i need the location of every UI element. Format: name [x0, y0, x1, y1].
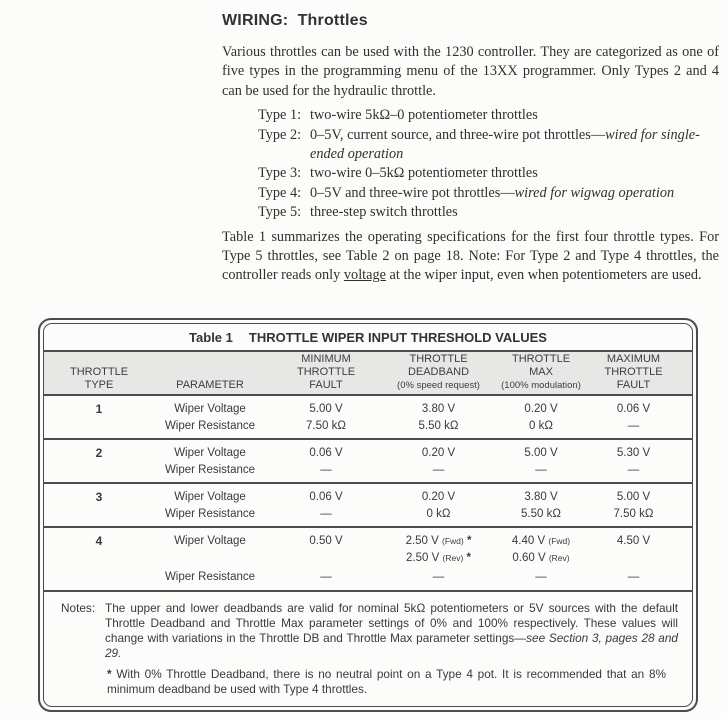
value: 5.00 V [616, 491, 651, 503]
value: 4.50 V [616, 535, 651, 547]
header-line: FAULT [309, 379, 343, 391]
table-title-text: THROTTLE WIPER INPUT THRESHOLD VALUES [248, 329, 547, 345]
param-wiper-resistance: Wiper Resistance [164, 463, 256, 476]
cell-deadband [386, 533, 491, 586]
cell-max-fault [591, 445, 692, 478]
table-header-row [44, 352, 692, 396]
value: 0.06 V [309, 491, 343, 503]
cell-max [491, 401, 591, 434]
type-desc [310, 126, 719, 165]
value: 5.30 V [616, 447, 651, 459]
header-line: PARAMETER [176, 379, 244, 391]
value: — [535, 571, 547, 583]
type-item-3 [258, 164, 719, 183]
type-desc-text: two-wire 0–5kΩ potentiometer throttles [310, 165, 538, 182]
param-wiper-resistance: Wiper Resistance [164, 571, 256, 583]
underlined-word: voltage [343, 267, 386, 284]
page-heading: WIRING: Throttles [222, 12, 368, 29]
cell-min-fault [266, 489, 386, 522]
value: 5.00 V [309, 403, 343, 415]
value: 7.50 kΩ [306, 419, 346, 432]
notes-label: Notes: [61, 600, 96, 615]
table-row-type-3 [44, 484, 692, 528]
cell-max [491, 489, 591, 522]
table-notes [44, 592, 692, 707]
rev-subscript: (Rev) [442, 552, 464, 563]
fwd-subscript: (Fwd) [548, 536, 571, 546]
header-subline: (100% modulation) [501, 380, 581, 391]
value: 0.06 V [309, 447, 343, 459]
cell-type [44, 489, 154, 522]
cell-parameter [154, 445, 266, 478]
asterisk: * [463, 535, 472, 547]
header-throttle-max [491, 353, 591, 394]
value: 0.20 V [421, 491, 456, 503]
cell-min-fault [266, 445, 386, 478]
header-minimum-throttle-fault [266, 353, 386, 394]
param-wiper-voltage: Wiper Voltage [174, 447, 246, 459]
notes-paragraph [61, 601, 678, 661]
type-number: 4 [95, 534, 103, 548]
cell-type [44, 533, 154, 586]
summary-text: at the wiper input, even when potentiometers are used. [385, 267, 702, 284]
rev-subscript: (Rev) [548, 552, 570, 563]
cell-type [44, 401, 154, 434]
header-throttle-deadband [386, 353, 491, 394]
type-item-2 [258, 126, 719, 165]
intro-paragraph: Various throttles can be used with the 1230 controller. They are categorized as one of five types in the programming menu of the 13XX programmer. Only Types 2 and 4 can be used for the hydraulic throttle. [222, 44, 719, 99]
value-rev [491, 550, 591, 567]
cell-max [491, 445, 591, 478]
fwd-subscript: (Fwd) [442, 536, 464, 546]
value-fwd [491, 533, 591, 550]
header-line: TYPE [84, 379, 114, 391]
value: 2.50 V [405, 535, 439, 547]
value: — [432, 463, 445, 476]
table-title-label: Table 1 [189, 329, 233, 345]
header-line: DEADBAND [407, 366, 470, 378]
table-row-type-1 [44, 396, 692, 440]
header-subline: (0% speed request) [397, 380, 480, 391]
notes-body-italic: see Section 3, pages 28 and 29. [105, 630, 678, 660]
cell-parameter [154, 533, 266, 586]
param-wiper-voltage: Wiper Voltage [174, 403, 246, 415]
type-item-4 [258, 184, 719, 203]
value: — [627, 571, 640, 583]
notes-body [105, 601, 678, 661]
param-wiper-resistance: Wiper Resistance [164, 419, 256, 432]
value: 0 kΩ [426, 507, 451, 520]
cell-max-fault [591, 533, 692, 586]
value: 4.40 V [511, 535, 546, 547]
header-line: THROTTLE [511, 353, 571, 365]
type-item-5 [258, 203, 719, 222]
value: 0.50 V [309, 535, 343, 547]
value: 0.60 V [512, 551, 546, 564]
type-number: 3 [95, 490, 103, 504]
header-throttle-type [44, 353, 154, 394]
cell-max-fault [591, 401, 692, 434]
value: 0.06 V [616, 403, 651, 415]
cell-parameter [154, 489, 266, 522]
value-fwd [386, 533, 491, 550]
cell-max [491, 533, 591, 586]
value: — [432, 571, 445, 583]
type-item-1 [258, 106, 719, 125]
table-1 [38, 318, 698, 712]
value: 0.20 V [421, 447, 456, 459]
value: — [320, 507, 332, 520]
type-label: Type 4: [258, 184, 302, 201]
cell-min-fault [266, 401, 386, 434]
value: 5.50 kΩ [418, 419, 459, 432]
type-desc [310, 184, 719, 203]
cell-min-fault [266, 533, 386, 586]
value: 3.80 V [421, 403, 456, 415]
type-label: Type 5: [258, 204, 302, 221]
header-line: MINIMUM [301, 353, 351, 365]
header-line: THROTTLE [296, 366, 356, 378]
table-row-type-4 [44, 528, 692, 592]
header-line: THROTTLE [69, 366, 129, 378]
type-desc-text: 0–5V, current source, and three-wire pot throttles— [310, 126, 606, 143]
notes-asterisk-paragraph [107, 667, 666, 697]
cell-max-fault [591, 489, 692, 522]
param-wiper-voltage: Wiper Voltage [174, 535, 246, 547]
value: 7.50 kΩ [613, 507, 654, 520]
header-parameter [154, 353, 266, 394]
cell-type [44, 445, 154, 478]
cell-deadband [386, 401, 491, 434]
value: — [627, 463, 640, 476]
type-label: Type 1: [258, 107, 302, 124]
type-desc-italic: wired for wigwag operation [514, 184, 675, 201]
type-desc [310, 203, 719, 222]
type-number: 1 [95, 402, 103, 416]
value: 3.80 V [524, 491, 558, 503]
header-line: THROTTLE [409, 353, 468, 365]
text-column [222, 12, 719, 286]
cell-parameter [154, 401, 266, 434]
type-label: Type 3: [258, 165, 302, 182]
type-number: 2 [95, 446, 103, 460]
summary-paragraph [222, 228, 719, 286]
header-line: MAXIMUM [606, 353, 661, 365]
type-desc [310, 106, 719, 125]
type-desc-text: three-step switch throttles [310, 204, 458, 221]
notes-asterisk-text: With 0% Throttle Deadband, there is no neutral point on a Type 4 pot. It is recommended that an 8% minimum deadband be used with Type 4 throttles. [107, 666, 666, 696]
value-rev [386, 550, 491, 567]
value: 0 kΩ [529, 419, 553, 432]
header-line: FAULT [616, 379, 651, 391]
param-wiper-resistance: Wiper Resistance [164, 507, 256, 520]
asterisk: * [463, 551, 471, 564]
type-desc-italic: wired for single-ended operation [310, 126, 700, 163]
value: — [627, 419, 640, 432]
type-label: Type 2: [258, 126, 302, 143]
summary-text: Table 1 summarizes the operating specifications for the first four throttle types. For Type 5 throttles, see Table 2 on page 18. Note: For Type 2 and Type 4 throttles, the controller reads only [222, 228, 719, 284]
value: — [320, 463, 332, 476]
value: 0.20 V [524, 403, 558, 415]
value: 2.50 V [406, 551, 440, 564]
type-desc [310, 164, 719, 183]
header-line: MAX [529, 366, 553, 378]
cell-deadband [386, 445, 491, 478]
header-maximum-throttle-fault [591, 353, 692, 394]
value: — [535, 463, 547, 476]
table-1-inner [43, 323, 693, 707]
throttle-type-list [258, 106, 719, 222]
header-line: THROTTLE [604, 366, 663, 378]
table-title [44, 324, 692, 352]
notes-body-text: The upper and lower deadbands are valid for nominal 5kΩ potentiometers or 5V sources with the default Throttle Deadband and Throttle Max parameter settings of 0% and 100% respectively. These values will change with variations in the Throttle DB and Throttle Max parameter settings— [105, 600, 678, 645]
type-desc-text: two-wire 5kΩ–0 potentiometer throttles [310, 107, 538, 124]
param-wiper-voltage: Wiper Voltage [174, 491, 246, 503]
value: 5.50 kΩ [521, 507, 561, 520]
value: 5.00 V [524, 447, 558, 459]
asterisk: * [107, 666, 112, 681]
cell-deadband [386, 489, 491, 522]
table-row-type-2 [44, 440, 692, 484]
type-desc-text: 0–5V and three-wire pot throttles— [310, 184, 515, 201]
value: — [320, 571, 332, 583]
